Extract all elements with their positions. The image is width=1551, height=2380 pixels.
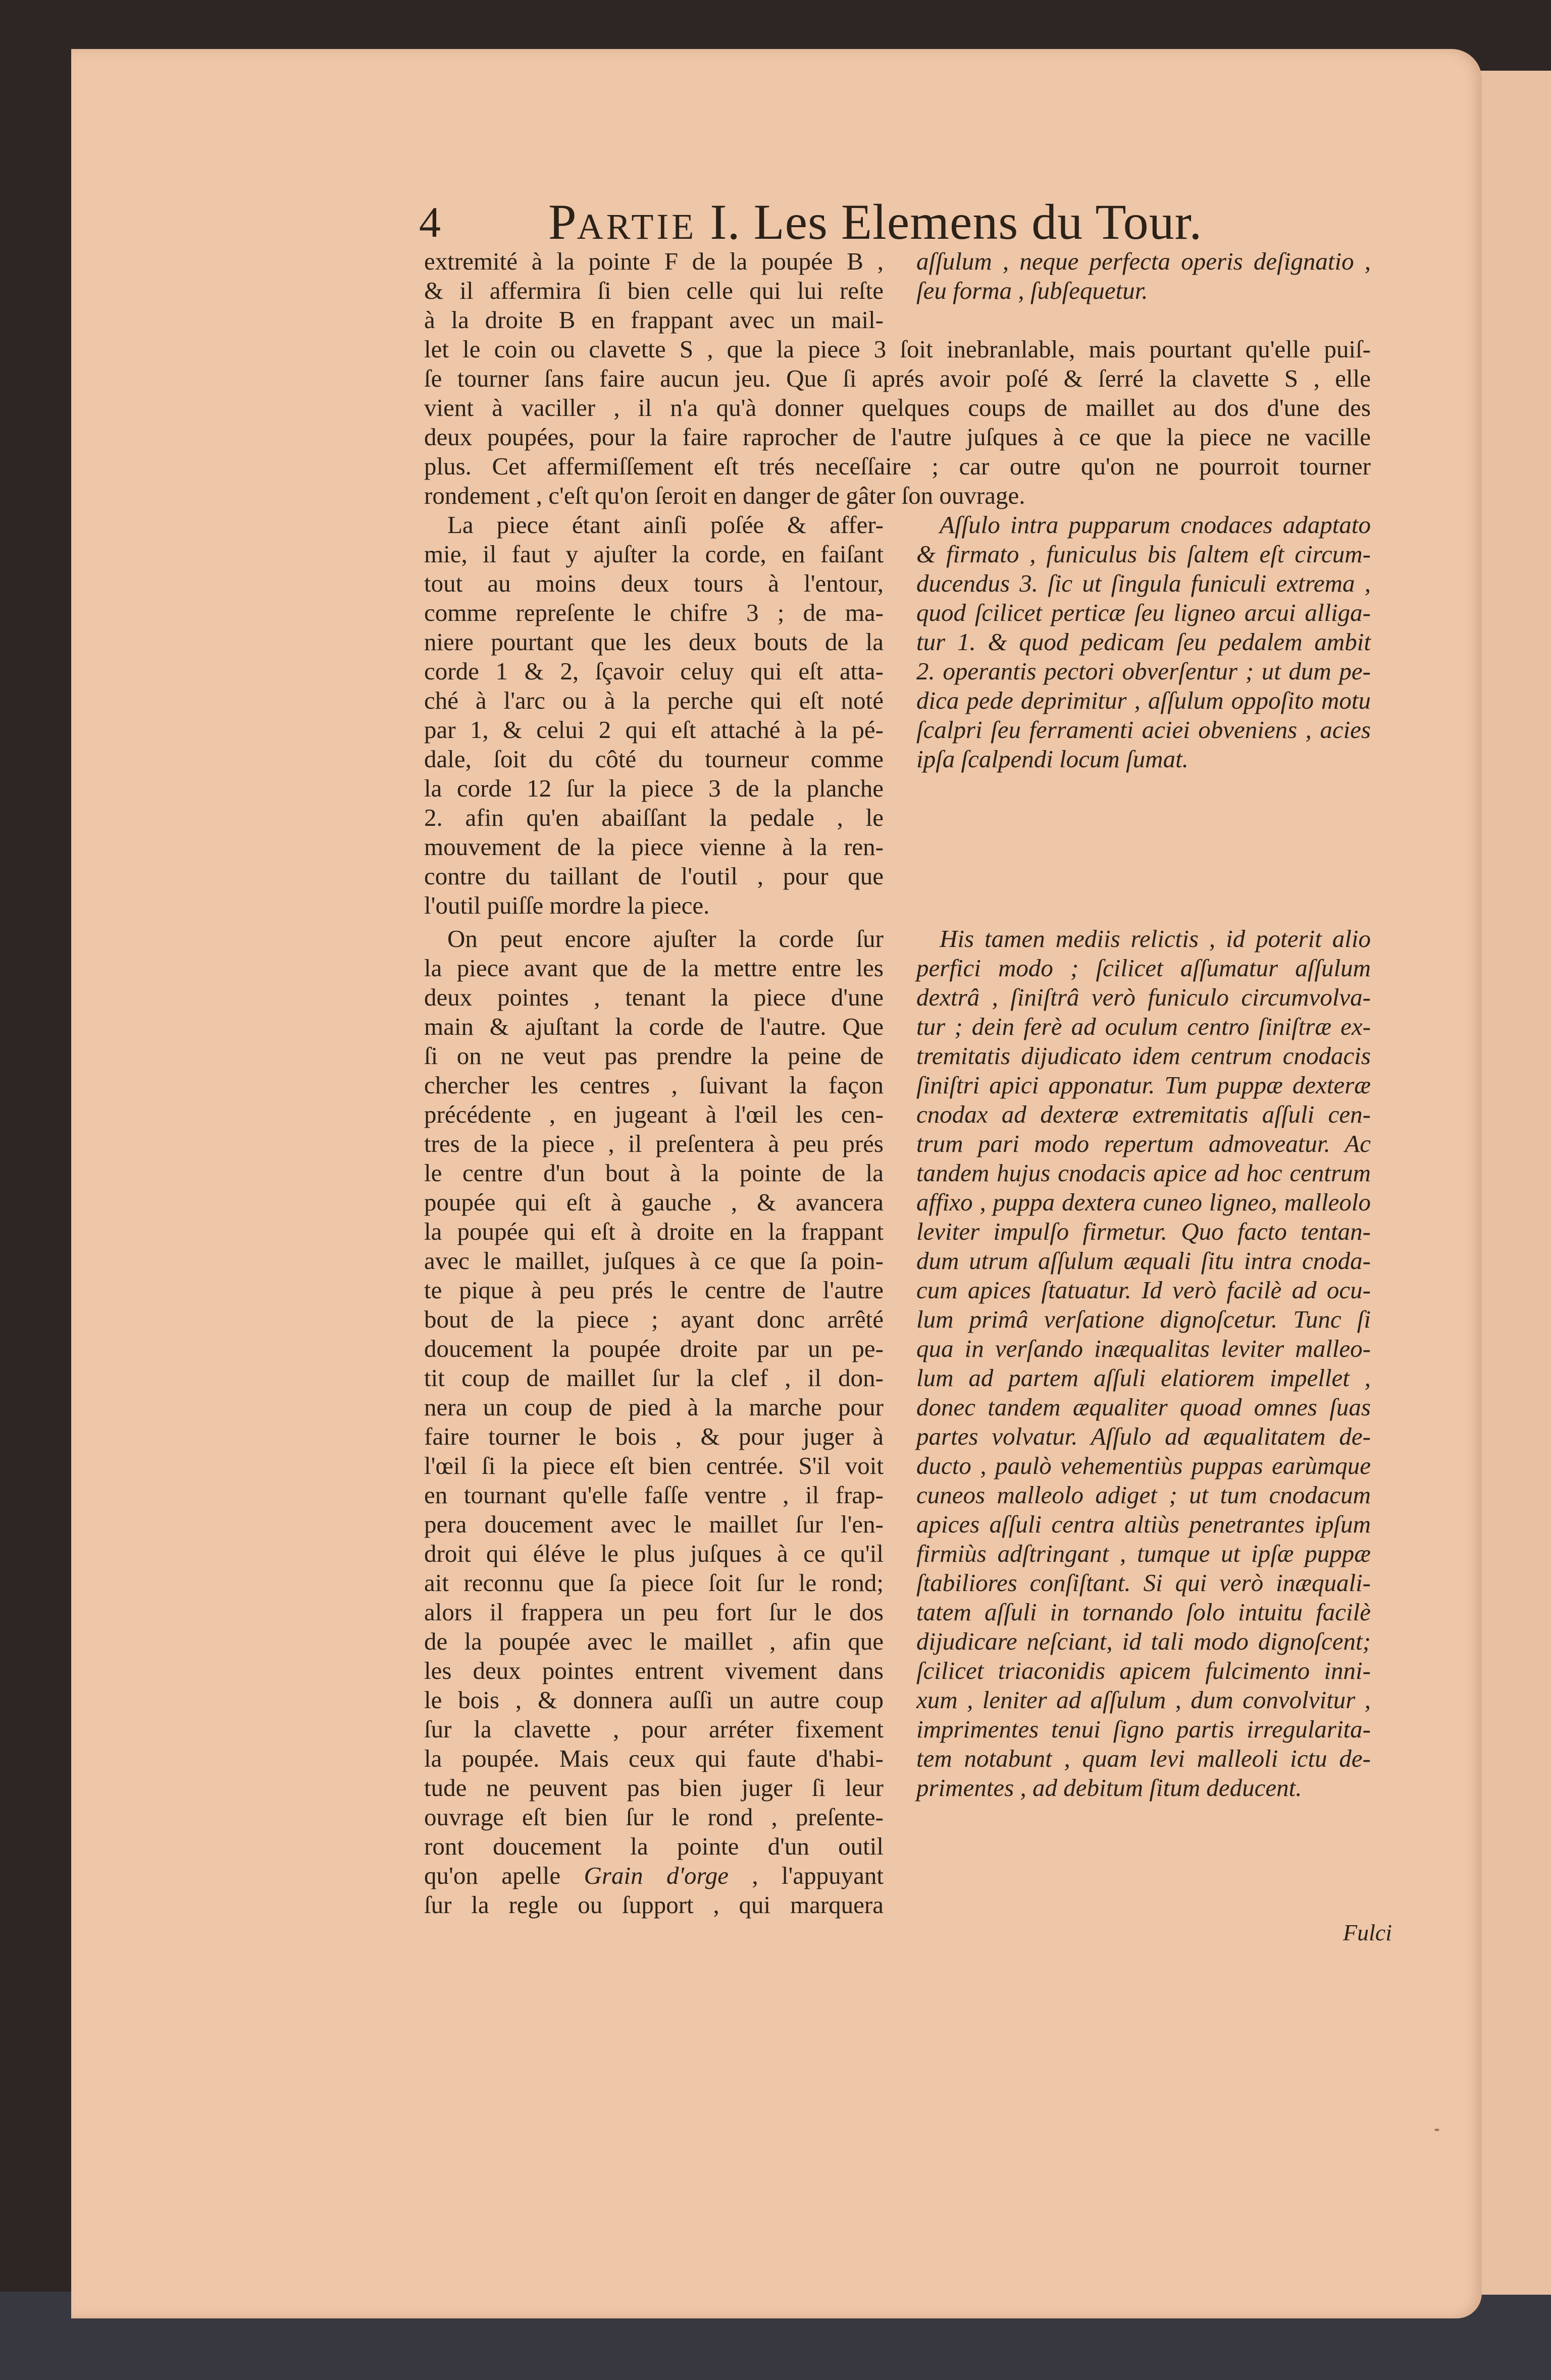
text-line: ſtabiliores conſiſtant. Si qui verò inæquali-: [916, 1569, 1371, 1597]
text-line: de la poupée avec le maillet , afin que: [424, 1627, 884, 1655]
text-line: corde 1 & 2, ſçavoir celuy qui eſt atta-: [424, 657, 884, 685]
full-width-paragraph: [424, 335, 1371, 510]
text-line: bout de la piece ; ayant donc arrêté: [424, 1305, 884, 1333]
text-line: primentes , ad debitum ſitum deducent.: [916, 1774, 1302, 1802]
text-line: la corde 12 ſur la piece 3 de la planche: [424, 774, 884, 802]
french-paragraph-corde: [424, 510, 884, 920]
text-line: la poupée. Mais ceux qui faute d'habi-: [424, 1744, 884, 1772]
text-line: mie, il faut y ajuſter la corde, en faiſant: [424, 540, 884, 568]
text-line: droit qui éléve le plus juſques à ce qu'il: [424, 1540, 884, 1567]
text-line: dijudicare neſciant, id tali modo dignoſcent;: [916, 1627, 1371, 1655]
text-line: partes volvatur. Aſſulo ad æqualitatem de-: [916, 1422, 1371, 1450]
text-line: précédente , en jugeant à l'œil les cen-: [424, 1100, 884, 1128]
text-line: avec le maillet, juſques à ce que ſa poin-: [424, 1247, 884, 1275]
text-line: tout au moins deux tours à l'entour,: [424, 569, 884, 597]
text-line: dale, ſoit du côté du tourneur comme: [424, 745, 884, 773]
text-line: niere pourtant que les deux bouts de la: [424, 628, 884, 656]
text-line: main & ajuſtant la corde de l'autre. Que: [424, 1013, 884, 1040]
text-line: tremitatis dijudicato idem centrum cnodacis: [916, 1042, 1371, 1070]
text-line: dum utrum aſſulum æquali ſitu intra cnoda-: [916, 1247, 1371, 1275]
text-line: ſi on ne veut pas prendre la peine de: [424, 1042, 884, 1070]
text-line: affixo , puppa dextera cuneo ligneo, malleolo: [916, 1188, 1371, 1216]
text-line: les deux pointes entrent vivement dans: [424, 1657, 884, 1684]
text-line: tur 1. & quod pedicam ſeu pedalem ambit: [916, 628, 1371, 656]
text-line: let le coin ou clavette S , que la piece 3 ſoit inebranlable, mais pourtant qu'elle puiſ-: [424, 335, 1371, 363]
text-line: l'œil ſi la piece eſt bien centrée. S'il voit: [424, 1452, 884, 1479]
text-line: ront doucement la pointe d'un outil: [424, 1832, 884, 1860]
text-line: aſſulum , neque perfecta operis deſignatio ,: [916, 247, 1371, 275]
text-line: tit coup de maillet ſur la clef , il don-: [424, 1364, 884, 1392]
text-line: ouvrage eſt bien ſur le rond , preſente-: [424, 1803, 884, 1831]
text-line: deux poupées, pour la faire raprocher de l'autre juſques à ce que la piece ne vacille: [424, 423, 1371, 451]
title-initial: P: [548, 194, 577, 250]
text-segment: , l'appuyant: [728, 1862, 884, 1889]
text-line: [424, 1861, 884, 1890]
text-line: On peut encore ajuſter la corde ſur: [447, 925, 884, 953]
text-line: ſcilicet triaconidis apicem fulcimento inni-: [916, 1657, 1371, 1684]
text-line: cnodax ad dexteræ extremitatis aſſuli cen-: [916, 1100, 1371, 1128]
text-line: perfici modo ; ſcilicet aſſumatur aſſulum: [916, 954, 1371, 982]
text-line: en tournant qu'elle faſſe ventre , il frap-: [424, 1481, 884, 1509]
text-line: lum primâ verſatione dignoſcetur. Tunc ſi: [916, 1305, 1371, 1333]
text-line: dextrâ , ſiniſtrâ verò funiculo circumvolva-: [916, 983, 1371, 1011]
page-number: 4: [419, 198, 441, 246]
text-line: ducto , paulò vehementiùs puppas earùmque: [916, 1452, 1371, 1479]
text-line: ſur la regle ou ſupport , qui marquera: [424, 1891, 884, 1919]
text-line: tur ; dein ferè ad oculum centro ſiniſtræ ex-: [916, 1013, 1371, 1040]
text-line: ché à l'arc ou à la perche qui eſt noté: [424, 686, 884, 714]
text-line: pera doucement avec le maillet ſur l'en-: [424, 1510, 884, 1538]
text-line: ſeu forma , ſubſequetur.: [916, 277, 1148, 304]
text-line: firmiùs adſtringant , tumque ut ipſæ puppæ: [916, 1540, 1371, 1567]
latin-intro-column: [916, 247, 1371, 305]
text-line: le centre d'un bout à la pointe de la: [424, 1159, 884, 1187]
text-line: plus. Cet affermiſſement eſt trés neceſſaire ; car outre qu'on ne pourroit tourner: [424, 452, 1371, 480]
text-line: xum , leniter ad aſſulum , dum convolvitur ,: [916, 1686, 1371, 1714]
text-line: chercher les centres , ſuivant la façon: [424, 1071, 884, 1099]
text-line: par 1, & celui 2 qui eſt attaché à la pé-: [424, 716, 884, 744]
text-line: tres de la piece , il preſentera à peu prés: [424, 1130, 884, 1157]
paper-speck: [1434, 2129, 1439, 2131]
text-line: quod ſcilicet perticæ ſeu ligneo arcui alliga-: [916, 599, 1371, 626]
text-line: alors il frappera un peu fort ſur le dos: [424, 1598, 884, 1626]
text-line: tandem hujus cnodacis apice ad hoc centrum: [916, 1159, 1371, 1187]
text-line: & firmato , funiculus bis ſaltem eſt circum-: [916, 540, 1371, 568]
text-line: tem notabunt , quam levi malleoli ictu de-: [916, 1744, 1371, 1772]
text-line: trum pari modo repertum admoveatur. Ac: [916, 1130, 1371, 1157]
french-paragraph-centres: [424, 924, 884, 1920]
text-line: & il affermira ſi bien celle qui lui reſte: [424, 277, 884, 304]
text-line: doucement la poupée droite par un pe-: [424, 1335, 884, 1362]
text-line: ait reconnu que ſa piece ſoit ſur le rond;: [424, 1569, 884, 1597]
text-line: contre du taillant de l'outil , pour que: [424, 862, 884, 890]
text-line: donec tandem æqualiter quoad omnes ſuas: [916, 1393, 1371, 1421]
text-line: tude ne peuvent pas bien juger ſi leur: [424, 1774, 884, 1802]
text-line: l'outil puiſſe mordre la piece.: [424, 891, 710, 919]
text-line: ducendus 3. ſic ut ſingula funiculi extrema ,: [916, 569, 1371, 597]
text-line: le bois , & donnera auſſi un autre coup: [424, 1686, 884, 1714]
text-line: lum ad partem aſſuli elatiorem impellet ,: [916, 1364, 1371, 1392]
latin-paragraph-his-tamen: [916, 924, 1371, 1803]
running-title: [548, 194, 1202, 250]
text-line: La piece étant ainſi poſée & affer-: [447, 511, 884, 539]
text-line: 2. operantis pectori obverſentur ; ut dum pe-: [916, 657, 1371, 685]
text-line: poupée qui eſt à gauche , & avancera: [424, 1188, 884, 1216]
text-line: ſur la clavette , pour arréter fixement: [424, 1715, 884, 1743]
text-line: la piece avant que de la mettre entre les: [424, 954, 884, 982]
text-line: mouvement de la piece vienne à la ren-: [424, 833, 884, 861]
text-line: ſiniſtri apici apponatur. Tum puppæ dexteræ: [916, 1071, 1371, 1099]
text-line: cuneos malleolo adiget ; ut tum cnodacum: [916, 1481, 1371, 1509]
text-line: cum apices ſtatuatur. Id verò facilè ad ocu-: [916, 1276, 1371, 1304]
text-line: 2. afin qu'en abaiſſant la pedale , le: [424, 804, 884, 831]
text-line: vient à vaciller , il n'a qu'à donner quelques coups de maillet au dos d'une des: [424, 394, 1371, 421]
text-line: à la droite B en frappant avec un mail-: [424, 306, 884, 334]
text-line: comme repreſente le chifre 3 ; de ma-: [424, 599, 884, 626]
text-line: ſe tourner ſans faire aucun jeu. Que ſi aprés avoir poſé & ſerré la clavette S , elle: [424, 364, 1371, 392]
text-line: la poupée qui eſt à droite en la frappant: [424, 1218, 884, 1245]
title-rest: I. Les Elemens du Tour.: [697, 194, 1203, 250]
text-line: apices aſſuli centra altiùs penetrantes ipſum: [916, 1510, 1371, 1538]
text-line: deux pointes , tenant la piece d'une: [424, 983, 884, 1011]
french-intro-column: [424, 247, 884, 335]
text-line: leviter impulſo firmetur. Quo facto tentan-: [916, 1218, 1371, 1245]
text-line: tatem aſſuli in tornando ſolo intuitu facilè: [916, 1598, 1371, 1626]
text-line: His tamen mediis relictis , id poterit alio: [940, 925, 1371, 953]
text-line: faire tourner le bois , & pour juger à: [424, 1422, 884, 1450]
title-smallcaps: ARTIE: [577, 206, 697, 247]
text-line: dica pede deprimitur , aſſulum oppoſito motu: [916, 686, 1371, 714]
text-segment: qu'on apelle: [424, 1862, 584, 1889]
text-line: ipſa ſcalpendi locum ſumat.: [916, 745, 1188, 773]
text-line: qua in verſando inæqualitas leviter malleo-: [916, 1335, 1371, 1362]
catchword: Fulci: [1343, 1920, 1392, 1945]
italic-term: Grain d'orge: [584, 1862, 729, 1889]
text-line: te pique à peu prés le centre de l'autre: [424, 1276, 884, 1304]
text-line: extremité à la pointe F de la poupée B ,: [424, 247, 884, 275]
latin-paragraph-assulo: [916, 510, 1371, 774]
text-line: imprimentes tenui ſigno partis irregularita-: [916, 1715, 1371, 1743]
text-line: Aſſulo intra pupparum cnodaces adaptato: [940, 511, 1371, 539]
text-line: nera un coup de pied à la marche pour: [424, 1393, 884, 1421]
text-line: rondement , c'eſt qu'on ſeroit en danger de gâter ſon ouvrage.: [424, 482, 1025, 509]
text-line: ſcalpri ſeu ferramenti aciei obveniens , acies: [916, 716, 1371, 744]
